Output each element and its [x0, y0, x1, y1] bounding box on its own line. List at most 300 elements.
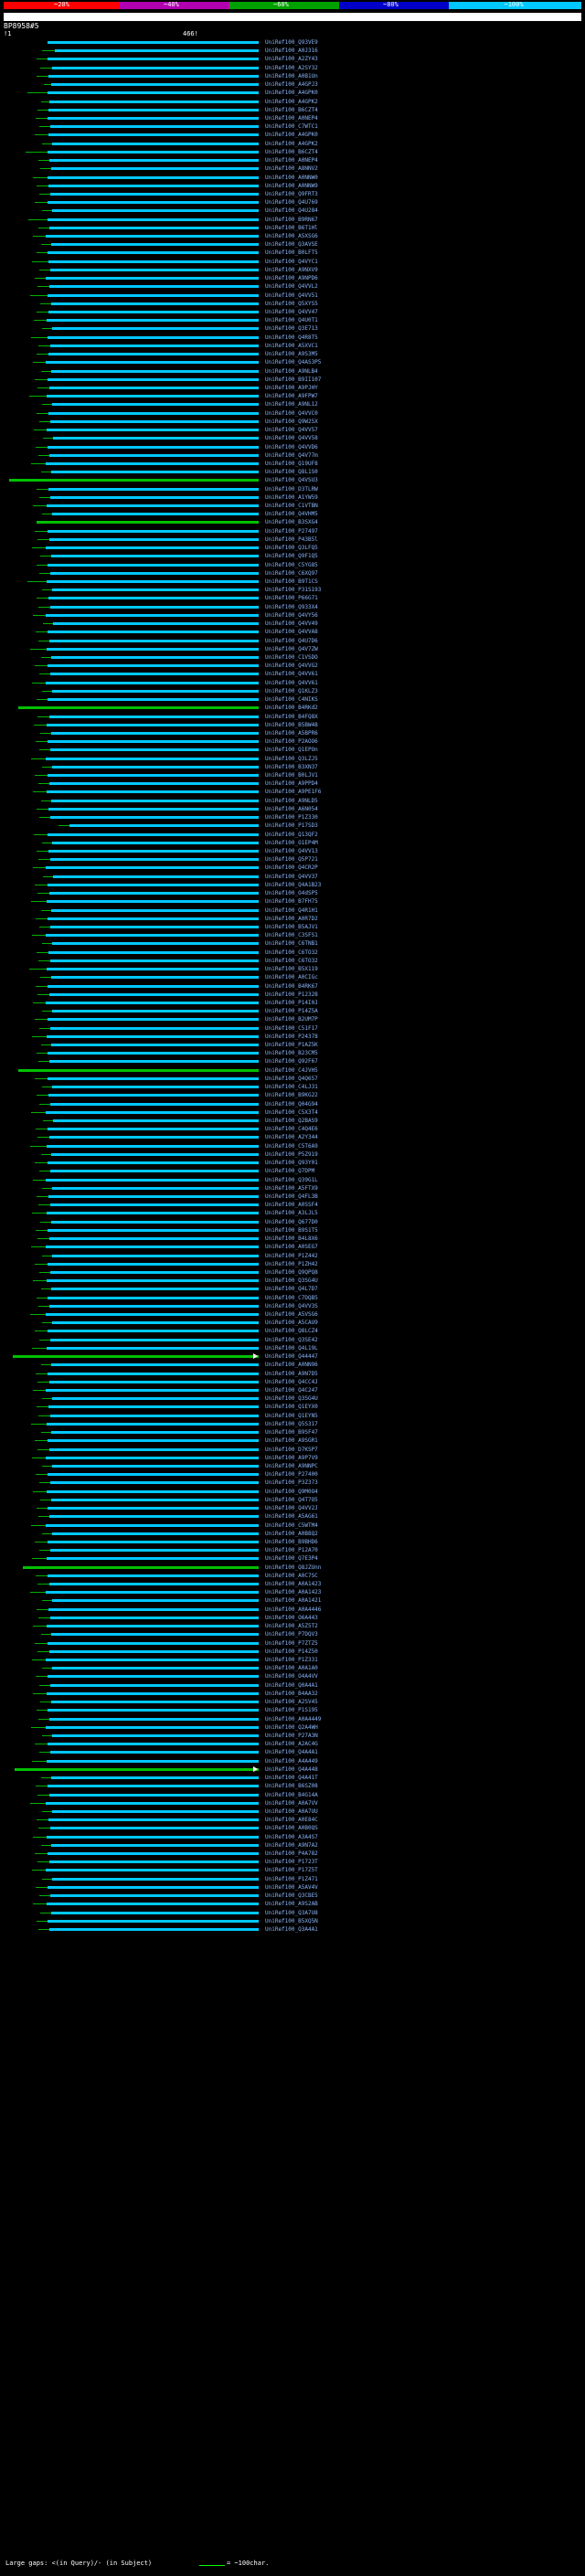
subject-id-link[interactable]: UniRef100_A1YW59 [265, 493, 318, 501]
alignment-bar[interactable] [47, 1212, 259, 1214]
subject-id-link[interactable]: UniRef100_P12A70 [265, 1547, 318, 1554]
alignment-bar[interactable] [48, 378, 259, 381]
subject-id-link[interactable]: UniRef100_A0R7D2 [265, 915, 318, 922]
subject-id-link[interactable]: UniRef100_Q9W25X [265, 418, 318, 425]
subject-id-link[interactable]: UniRef100_C6XQ97 [265, 569, 318, 577]
subject-id-link[interactable]: UniRef100_Q4VV58 [265, 435, 318, 442]
alignment-row[interactable] [0, 376, 585, 384]
subject-id-link[interactable]: UniRef100_Q4VV61 [265, 679, 318, 686]
subject-id-link[interactable]: UniRef100_P1ZH42 [265, 1260, 318, 1267]
alignment-row[interactable] [0, 1403, 585, 1411]
subject-id-link[interactable]: UniRef100_B4L8X6 [265, 1235, 318, 1243]
alignment-bar[interactable] [48, 151, 259, 154]
alignment-row[interactable] [0, 1841, 585, 1850]
alignment-bar[interactable] [48, 1852, 259, 1855]
alignment-bar[interactable] [51, 909, 259, 912]
subject-id-link[interactable]: UniRef100_B4RKd2 [265, 705, 318, 712]
alignment-row[interactable] [0, 897, 585, 906]
alignment-row[interactable] [0, 679, 585, 687]
alignment-bar[interactable] [46, 546, 259, 549]
alignment-bar[interactable] [48, 58, 259, 60]
alignment-bar[interactable] [50, 1617, 259, 1619]
subject-id-link[interactable]: UniRef100_Q4AS3P5 [265, 359, 322, 366]
alignment-bar[interactable] [51, 976, 259, 979]
alignment-bar[interactable] [52, 1187, 259, 1190]
subject-id-link[interactable]: UniRef100_A0A1A0 [265, 1665, 318, 1672]
alignment-bar[interactable] [50, 1203, 259, 1206]
alignment-row[interactable] [0, 1310, 585, 1319]
subject-id-link[interactable]: UniRef100_A0B1Un [265, 72, 318, 80]
alignment-bar[interactable] [48, 1094, 259, 1097]
alignment-bar[interactable] [49, 1448, 259, 1451]
subject-id-link[interactable]: UniRef100_A2Y344 [265, 1134, 318, 1141]
alignment-bar[interactable] [47, 1557, 259, 1560]
alignment-row[interactable] [0, 1150, 585, 1159]
subject-id-link[interactable]: UniRef100_B9II107 [265, 376, 322, 383]
alignment-bar[interactable] [48, 1709, 259, 1712]
alignment-row[interactable] [0, 931, 585, 939]
subject-id-link[interactable]: UniRef100_A5AV4V [265, 1883, 318, 1891]
alignment-row[interactable] [0, 1285, 585, 1293]
alignment-bar[interactable] [49, 159, 259, 162]
subject-id-link[interactable]: UniRef100_Q3CBE5 [265, 1892, 318, 1900]
subject-id-link[interactable]: UniRef100_Q4VV13 [265, 848, 318, 854]
subject-id-link[interactable]: UniRef100_Q4L19L [265, 1344, 318, 1352]
subject-id-link[interactable]: UniRef100_A2AC4G [265, 1741, 318, 1748]
subject-id-link[interactable]: UniRef100_Q4VV51 [265, 292, 318, 299]
alignment-row[interactable] [0, 1892, 585, 1900]
subject-id-link[interactable]: UniRef100_A0A1421 [265, 1597, 322, 1605]
alignment-row[interactable] [0, 1302, 585, 1310]
subject-id-link[interactable]: UniRef100_P1Z331 [265, 1657, 318, 1663]
alignment-bar[interactable] [52, 588, 259, 591]
alignment-row[interactable] [0, 1648, 585, 1656]
alignment-row[interactable] [0, 788, 585, 796]
subject-id-link[interactable]: UniRef100_Q4VVD6 [265, 443, 318, 451]
alignment-bar[interactable] [46, 462, 259, 465]
alignment-row[interactable] [0, 350, 585, 358]
alignment-row[interactable] [0, 1184, 585, 1193]
alignment-bar[interactable] [51, 243, 259, 246]
alignment-bar[interactable] [51, 1363, 259, 1366]
subject-id-link[interactable]: UniRef100_Q4A41T [265, 1775, 318, 1782]
subject-id-link[interactable]: UniRef100_A2SY32 [265, 64, 318, 71]
subject-id-link[interactable]: UniRef100_B6CZT4 [265, 106, 318, 113]
alignment-row[interactable] [0, 569, 585, 578]
alignment-bar[interactable] [52, 1086, 259, 1088]
alignment-row[interactable] [0, 47, 585, 55]
alignment-bar[interactable] [48, 917, 259, 920]
alignment-bar[interactable] [52, 1465, 259, 1468]
subject-id-link[interactable]: UniRef100_C4Q4E6 [265, 1126, 318, 1133]
alignment-row[interactable] [0, 1698, 585, 1706]
alignment-row[interactable] [0, 603, 585, 611]
subject-id-link[interactable]: UniRef100_D7KSP7 [265, 1446, 318, 1453]
alignment-row[interactable] [0, 1386, 585, 1394]
alignment-row[interactable] [0, 1091, 585, 1099]
alignment-row[interactable] [0, 1883, 585, 1892]
subject-id-link[interactable]: UniRef100_Q4U0T1 [265, 317, 318, 324]
subject-id-link[interactable]: UniRef100_A0NEP4 [265, 157, 318, 164]
alignment-row[interactable] [0, 1159, 585, 1167]
alignment-bar[interactable] [48, 808, 259, 811]
alignment-bar[interactable] [52, 1255, 259, 1257]
alignment-row[interactable] [0, 1277, 585, 1285]
alignment-bar[interactable] [48, 446, 259, 449]
alignment-row[interactable] [0, 1588, 585, 1596]
alignment-bar[interactable] [47, 319, 259, 322]
subject-id-link[interactable]: UniRef100_B4RK67 [265, 982, 318, 990]
alignment-row[interactable] [0, 552, 585, 560]
subject-id-link[interactable]: UniRef100_Q4FL3B [265, 1193, 318, 1200]
alignment-row[interactable] [0, 847, 585, 855]
subject-id-link[interactable]: UniRef100_C6TNB1 [265, 940, 318, 948]
subject-id-link[interactable]: UniRef100_B5AJV1 [265, 923, 318, 930]
subject-id-link[interactable]: UniRef100_P5Z919 [265, 1150, 318, 1158]
alignment-bar[interactable] [50, 606, 259, 609]
alignment-bar[interactable] [49, 1237, 259, 1240]
subject-id-link[interactable]: UniRef100_O4A4VV [265, 1673, 318, 1680]
subject-id-link[interactable]: UniRef100_A5Z5T2 [265, 1623, 318, 1630]
alignment-bar[interactable] [48, 251, 259, 254]
alignment-row[interactable] [0, 670, 585, 678]
alignment-bar[interactable] [46, 1726, 259, 1729]
alignment-bar[interactable] [50, 959, 259, 962]
alignment-bar[interactable] [47, 1145, 259, 1148]
alignment-bar[interactable] [18, 706, 259, 709]
alignment-bar[interactable] [47, 580, 259, 583]
alignment-bar[interactable] [69, 824, 259, 827]
alignment-row[interactable] [0, 1049, 585, 1057]
alignment-bar[interactable] [46, 361, 259, 364]
subject-id-link[interactable]: UniRef100_Q4C247 [265, 1387, 318, 1394]
alignment-bar[interactable] [48, 740, 259, 743]
alignment-row[interactable] [0, 1201, 585, 1209]
alignment-row[interactable] [0, 418, 585, 426]
alignment-row[interactable] [0, 797, 585, 805]
subject-id-link[interactable]: UniRef100_D3TLRW [265, 485, 318, 493]
alignment-row[interactable] [0, 1782, 585, 1790]
alignment-row[interactable] [0, 1436, 585, 1445]
alignment-row[interactable] [0, 1193, 585, 1201]
alignment-row[interactable] [0, 1614, 585, 1622]
alignment-bar[interactable] [47, 504, 259, 507]
alignment-row[interactable] [0, 324, 585, 333]
alignment-row[interactable] [0, 1521, 585, 1530]
alignment-bar[interactable] [49, 1794, 259, 1797]
alignment-bar[interactable] [48, 75, 259, 78]
alignment-row[interactable] [0, 232, 585, 240]
alignment-bar[interactable] [49, 1650, 259, 1653]
alignment-row[interactable] [0, 1824, 585, 1832]
alignment-bar[interactable] [55, 49, 259, 52]
alignment-row[interactable] [0, 300, 585, 308]
subject-id-link[interactable]: UniRef100_B2UM7P [265, 1016, 318, 1023]
alignment-bar[interactable] [49, 1136, 259, 1139]
alignment-bar[interactable] [51, 1633, 259, 1636]
alignment-row[interactable] [0, 198, 585, 207]
alignment-bar[interactable] [52, 1397, 259, 1400]
alignment-row[interactable] [0, 1630, 585, 1638]
alignment-bar[interactable] [49, 782, 259, 785]
subject-id-link[interactable]: UniRef100_Q3AVSE [265, 241, 318, 249]
subject-id-link[interactable]: UniRef100_B6T1Hl [265, 224, 318, 231]
subject-id-link[interactable]: UniRef100_B0LFT5 [265, 249, 318, 257]
alignment-row[interactable] [0, 889, 585, 897]
alignment-bar[interactable] [49, 892, 259, 895]
subject-id-link[interactable]: UniRef100_A9NLB4 [265, 367, 318, 375]
alignment-bar[interactable] [48, 530, 259, 533]
alignment-row[interactable] [0, 645, 585, 653]
subject-id-link[interactable]: UniRef100_A2SV45 [265, 1699, 318, 1706]
alignment-row[interactable] [0, 384, 585, 392]
alignment-row[interactable] [0, 1361, 585, 1369]
subject-id-link[interactable]: UniRef100_C6TO32 [265, 957, 318, 964]
alignment-bar[interactable] [48, 698, 259, 701]
alignment-bar[interactable] [53, 437, 259, 440]
subject-id-link[interactable]: UniRef100_Q4VV47 [265, 309, 318, 315]
alignment-bar[interactable] [47, 1423, 259, 1426]
alignment-row[interactable] [0, 282, 585, 291]
subject-id-link[interactable]: UniRef100_B23CM5 [265, 1050, 318, 1057]
alignment-bar[interactable] [46, 1802, 259, 1805]
alignment-row[interactable] [0, 864, 585, 872]
subject-id-link[interactable]: UniRef100_Q4VVL2 [265, 283, 318, 291]
subject-id-link[interactable]: UniRef100_P14Z50 [265, 1648, 318, 1655]
subject-id-link[interactable]: UniRef100_P12328 [265, 991, 318, 998]
alignment-row[interactable] [0, 1866, 585, 1874]
subject-id-link[interactable]: UniRef100_C7DQB5 [265, 1294, 318, 1301]
subject-id-link[interactable]: UniRef100_Q1KLZ3 [265, 687, 318, 694]
alignment-row[interactable] [0, 207, 585, 215]
subject-id-link[interactable]: UniRef100_C6TO32 [265, 949, 318, 956]
subject-id-link[interactable]: UniRef100_P14Z5A [265, 1008, 318, 1015]
alignment-row[interactable] [0, 949, 585, 957]
alignment-bar[interactable] [52, 143, 259, 145]
subject-id-link[interactable]: UniRef100_Q44447 [265, 1353, 318, 1361]
alignment-row[interactable] [0, 713, 585, 721]
alignment-bar[interactable] [51, 302, 259, 305]
subject-id-link[interactable]: UniRef100_Q4VV3S [265, 1302, 318, 1309]
subject-id-link[interactable]: UniRef100_C4JVH5 [265, 1066, 318, 1074]
alignment-row[interactable] [0, 729, 585, 737]
subject-id-link[interactable]: UniRef100_C4LJ31 [265, 1084, 318, 1091]
subject-id-link[interactable]: UniRef100_B9S1T5 [265, 1226, 318, 1234]
alignment-bar[interactable] [48, 1263, 259, 1266]
alignment-row[interactable] [0, 392, 585, 400]
alignment-bar[interactable] [50, 926, 259, 928]
alignment-bar[interactable] [51, 167, 259, 170]
alignment-bar[interactable] [46, 1313, 259, 1316]
alignment-row[interactable] [0, 763, 585, 771]
subject-id-link[interactable]: UniRef100_P7ZTZ5 [265, 1639, 318, 1647]
alignment-row[interactable] [0, 628, 585, 636]
alignment-row[interactable] [0, 527, 585, 535]
alignment-bar[interactable] [47, 429, 259, 431]
alignment-row[interactable] [0, 906, 585, 915]
subject-id-link[interactable]: UniRef100_A3LJL5 [265, 1210, 318, 1217]
alignment-bar[interactable] [48, 1818, 259, 1821]
alignment-bar[interactable] [49, 1583, 259, 1585]
alignment-bar[interactable] [48, 1473, 259, 1476]
alignment-bar[interactable] [49, 1515, 259, 1518]
subject-id-link[interactable]: UniRef100_O4dSP5 [265, 890, 318, 897]
alignment-bar[interactable] [50, 1751, 259, 1754]
subject-id-link[interactable]: UniRef100_C1VSDO [265, 653, 318, 661]
subject-id-link[interactable]: UniRef100_A4GPK2 [265, 98, 318, 105]
alignment-bar[interactable] [50, 858, 259, 861]
subject-id-link[interactable]: UniRef100_A0A1423 [265, 1589, 322, 1596]
alignment-bar[interactable] [49, 1928, 259, 1931]
alignment-row[interactable] [0, 156, 585, 164]
alignment-row[interactable] [0, 1252, 585, 1260]
alignment-bar[interactable] [48, 41, 259, 44]
subject-id-link[interactable]: UniRef100_Q4VY56 [265, 611, 318, 619]
subject-id-link[interactable]: UniRef100_Q4VV49 [265, 620, 318, 628]
alignment-bar[interactable] [50, 1103, 259, 1106]
alignment-bar[interactable] [48, 133, 259, 136]
alignment-row[interactable] [0, 965, 585, 973]
subject-id-link[interactable]: UniRef100_Q4A4A1 [265, 1749, 318, 1756]
subject-id-link[interactable]: UniRef100_B5BW48 [265, 721, 318, 728]
alignment-row[interactable] [0, 779, 585, 788]
alignment-row[interactable] [0, 409, 585, 418]
alignment-bar[interactable] [46, 235, 259, 238]
subject-id-link[interactable]: UniRef100_Q93Y01 [265, 1160, 318, 1167]
alignment-row[interactable] [0, 1075, 585, 1083]
alignment-row[interactable] [0, 1925, 585, 1934]
subject-id-link[interactable]: UniRef100_Q9M0O4 [265, 1488, 318, 1495]
alignment-bar[interactable] [46, 1659, 259, 1661]
alignment-bar[interactable] [46, 1111, 259, 1114]
alignment-row[interactable] [0, 687, 585, 695]
alignment-bar[interactable] [48, 1439, 259, 1442]
alignment-row[interactable] [0, 1622, 585, 1630]
subject-id-link[interactable]: UniRef100_Q4A1B23 [265, 881, 322, 888]
subject-id-link[interactable]: UniRef100_Q4T7O5 [265, 1496, 318, 1503]
alignment-bar[interactable] [48, 884, 259, 886]
subject-id-link[interactable]: UniRef100_Q4Q657 [265, 1075, 318, 1082]
alignment-row[interactable] [0, 140, 585, 148]
alignment-row[interactable] [0, 578, 585, 586]
subject-id-link[interactable]: UniRef100_P1AZ5K [265, 1042, 318, 1049]
alignment-row[interactable] [0, 493, 585, 502]
alignment-bar[interactable] [47, 648, 259, 651]
subject-id-link[interactable]: UniRef100_Q3A7U8 [265, 1909, 318, 1916]
alignment-row[interactable] [0, 182, 585, 190]
subject-id-link[interactable]: UniRef100_Q4CC4J [265, 1378, 318, 1385]
alignment-row[interactable] [0, 1100, 585, 1108]
alignment-bar[interactable] [48, 1541, 259, 1543]
alignment-row[interactable] [0, 1791, 585, 1799]
alignment-bar[interactable] [51, 555, 259, 557]
alignment-row[interactable] [0, 1024, 585, 1033]
subject-id-link[interactable]: UniRef100_A9P7V9 [265, 1454, 318, 1461]
alignment-row[interactable] [0, 240, 585, 249]
subject-id-link[interactable]: UniRef100_Q4VVC0 [265, 409, 318, 417]
alignment-row[interactable] [0, 266, 585, 274]
subject-id-link[interactable]: UniRef100_A0E84C [265, 1817, 318, 1824]
alignment-bar[interactable] [48, 412, 259, 415]
alignment-bar[interactable] [46, 758, 259, 760]
alignment-row[interactable] [0, 1176, 585, 1184]
alignment-row[interactable] [0, 1033, 585, 1041]
alignment-bar[interactable] [50, 1339, 259, 1341]
alignment-bar[interactable] [50, 1894, 259, 1897]
subject-id-link[interactable]: UniRef100_P2AOO6 [265, 738, 318, 746]
alignment-row[interactable] [0, 1799, 585, 1807]
alignment-row[interactable] [0, 637, 585, 645]
subject-id-link[interactable]: UniRef100_A5BPR6 [265, 729, 318, 737]
subject-id-link[interactable]: UniRef100_C5WTM4 [265, 1521, 318, 1529]
subject-id-link[interactable]: UniRef100_Q5XYS5 [265, 300, 318, 307]
alignment-row[interactable] [0, 1420, 585, 1428]
alignment-bar[interactable] [46, 1869, 259, 1871]
alignment-bar[interactable] [51, 1701, 259, 1703]
alignment-row[interactable] [0, 1530, 585, 1538]
subject-id-link[interactable]: UniRef100_A5AG61 [265, 1513, 318, 1521]
alignment-row[interactable] [0, 1327, 585, 1335]
alignment-bar[interactable] [48, 597, 259, 599]
alignment-row[interactable] [0, 611, 585, 620]
alignment-row[interactable] [0, 1066, 585, 1075]
alignment-bar[interactable] [50, 816, 259, 819]
alignment-bar[interactable] [46, 1389, 259, 1392]
alignment-row[interactable] [0, 1352, 585, 1361]
alignment-row[interactable] [0, 561, 585, 569]
alignment-bar[interactable] [50, 1684, 259, 1687]
alignment-row[interactable] [0, 1538, 585, 1546]
alignment-bar[interactable] [51, 1431, 259, 1434]
alignment-bar[interactable] [51, 732, 259, 735]
alignment-row[interactable] [0, 1394, 585, 1403]
alignment-bar[interactable] [47, 1490, 259, 1493]
alignment-row[interactable] [0, 1226, 585, 1235]
alignment-bar[interactable] [51, 1288, 259, 1290]
alignment-bar[interactable] [52, 67, 259, 69]
alignment-bar[interactable] [48, 201, 259, 204]
alignment-bar[interactable] [48, 185, 259, 187]
subject-id-link[interactable]: UniRef100_A0B0QS [265, 1825, 318, 1832]
subject-id-link[interactable]: UniRef100_Q3LFQ5 [265, 545, 318, 552]
subject-id-link[interactable]: UniRef100_Q8L1S0 [265, 469, 318, 476]
alignment-row[interactable] [0, 973, 585, 981]
subject-id-link[interactable]: UniRef100_A0A4449 [265, 1715, 322, 1723]
subject-id-link[interactable]: UniRef100_P4A782 [265, 1850, 318, 1858]
subject-id-link[interactable]: UniRef100_B3SXG4 [265, 519, 318, 526]
alignment-row[interactable] [0, 1083, 585, 1091]
alignment-bar[interactable] [48, 1297, 259, 1299]
alignment-row[interactable] [0, 476, 585, 484]
alignment-row[interactable] [0, 292, 585, 300]
alignment-bar[interactable] [9, 479, 259, 482]
alignment-bar[interactable] [48, 91, 259, 94]
alignment-row[interactable] [0, 1504, 585, 1512]
alignment-bar[interactable] [52, 1878, 259, 1881]
alignment-row[interactable] [0, 1546, 585, 1554]
alignment-row[interactable] [0, 122, 585, 131]
alignment-row[interactable] [0, 873, 585, 881]
alignment-bar[interactable] [46, 1524, 259, 1527]
subject-id-link[interactable]: UniRef100_P1Z442 [265, 1252, 318, 1259]
alignment-bar[interactable] [48, 774, 259, 777]
subject-id-link[interactable]: UniRef100_Q4V7ZW [265, 645, 318, 652]
alignment-row[interactable] [0, 443, 585, 451]
alignment-row[interactable] [0, 999, 585, 1007]
subject-id-link[interactable]: UniRef100_A5XVC1 [265, 342, 318, 349]
alignment-row[interactable] [0, 1041, 585, 1049]
alignment-row[interactable] [0, 1133, 585, 1141]
